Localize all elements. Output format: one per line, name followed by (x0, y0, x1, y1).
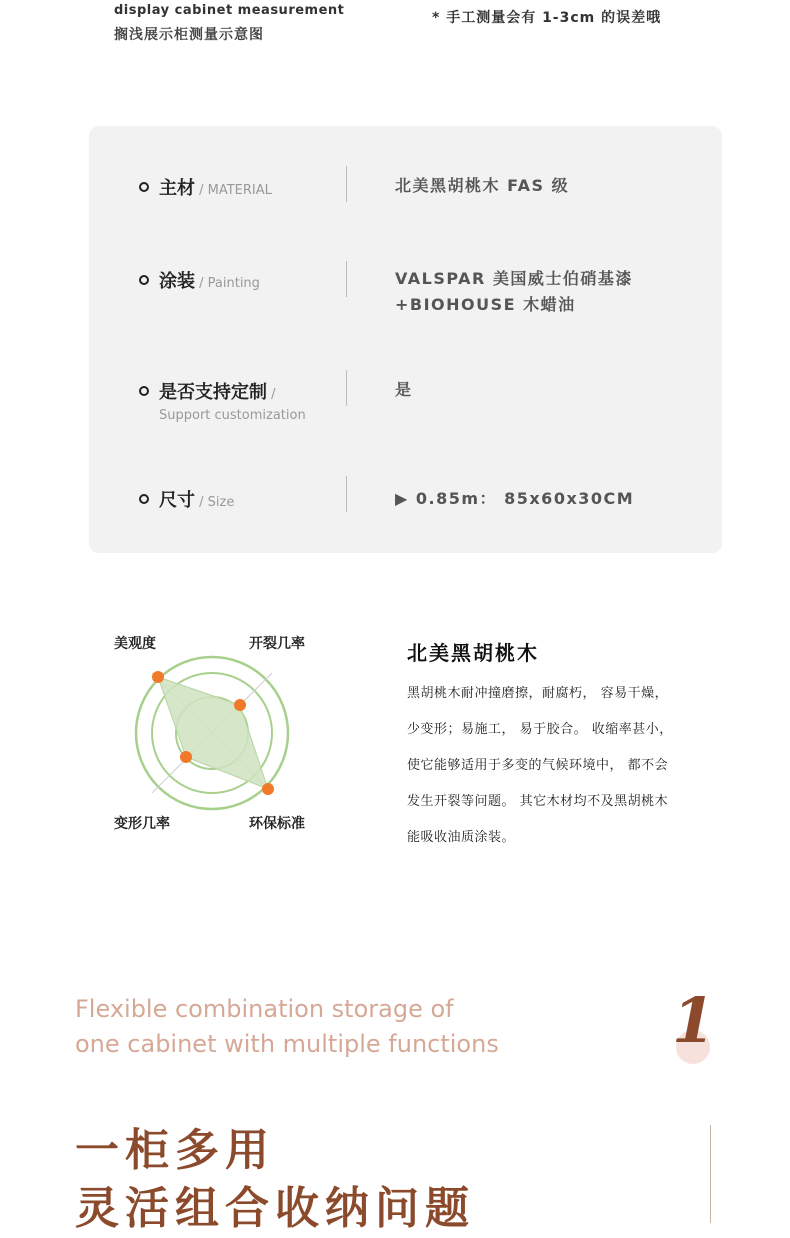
walnut-description (407, 676, 727, 856)
measurement-note: * 手工测量会有 1-3cm 的误差哦 (432, 10, 662, 26)
spec-title: 是否支持定制 (159, 382, 267, 403)
divider (346, 370, 347, 406)
radar-chart (126, 648, 306, 818)
radar-point-beauty (152, 671, 164, 683)
divider (346, 261, 347, 297)
walnut-line: 黑胡桃木耐冲撞磨擦，耐腐朽， 容易干燥， (407, 686, 669, 701)
section-cn-line: 灵活组合收纳问题 (75, 1183, 475, 1234)
radar-point-eco (262, 783, 274, 795)
section-number: 1 (672, 984, 716, 1057)
spec-value (395, 377, 413, 403)
spec-value-line: VALSPAR 美国威士伯硝基漆 (395, 269, 633, 288)
walnut-line: 发生开裂等问题。 其它木材均不及黑胡桃木 (407, 794, 669, 809)
spec-value (395, 173, 569, 199)
divider (346, 476, 347, 512)
section-cn-heading (75, 1122, 475, 1238)
spec-panel (89, 126, 722, 553)
radar-label-eco: 环保标准 (249, 816, 305, 832)
spec-title: 涂装 (159, 271, 195, 292)
bullet-icon (139, 494, 149, 504)
spec-title: 主材 (159, 178, 195, 199)
section-en-line: one cabinet with multiple functions (75, 1030, 499, 1058)
spec-subtitle: / Size (195, 495, 235, 510)
caption-cn: 搁浅展示柜测量示意图 (114, 27, 264, 43)
bullet-icon (139, 182, 149, 192)
spec-value (395, 486, 634, 512)
spec-subtitle: / MATERIAL (195, 183, 272, 198)
vertical-divider (710, 1125, 711, 1223)
spec-value (395, 266, 633, 318)
section-en-line: Flexible combination storage of (75, 995, 454, 1023)
spec-value-line: +BIOHOUSE 木蜡油 (395, 295, 576, 314)
spec-subtitle-line2: Support customization (159, 408, 306, 423)
walnut-line: 能吸收油质涂装。 (407, 830, 516, 845)
spec-value-line: ▶ 0.85m： 85x60x30CM (395, 489, 635, 508)
walnut-line: 少变形；易施工， 易于胶合。 收缩率甚小， (407, 722, 673, 737)
radar-label-beauty: 美观度 (114, 636, 156, 652)
spec-value-line: 是 (395, 380, 413, 399)
spec-value-line: 北美黑胡桃木 FAS 级 (395, 176, 570, 195)
spec-title: 尺寸 (159, 490, 195, 511)
radar-label-deform: 变形几率 (114, 816, 170, 832)
radar-point-deform (180, 751, 192, 763)
spec-subtitle: / (267, 387, 276, 402)
caption-en: display cabinet measurement (114, 3, 345, 18)
divider (346, 166, 347, 202)
radar-label-crack: 开裂几率 (249, 636, 305, 652)
section-cn-line: 一柜多用 (75, 1125, 275, 1176)
walnut-line: 使它能够适用于多变的气候环境中， 都不会 (407, 758, 669, 773)
bullet-icon (139, 386, 149, 396)
bullet-icon (139, 275, 149, 285)
spec-subtitle: / Painting (195, 276, 260, 291)
radar-point-crack (234, 699, 246, 711)
section-en-heading (75, 992, 499, 1062)
walnut-title: 北美黑胡桃木 (407, 641, 539, 665)
